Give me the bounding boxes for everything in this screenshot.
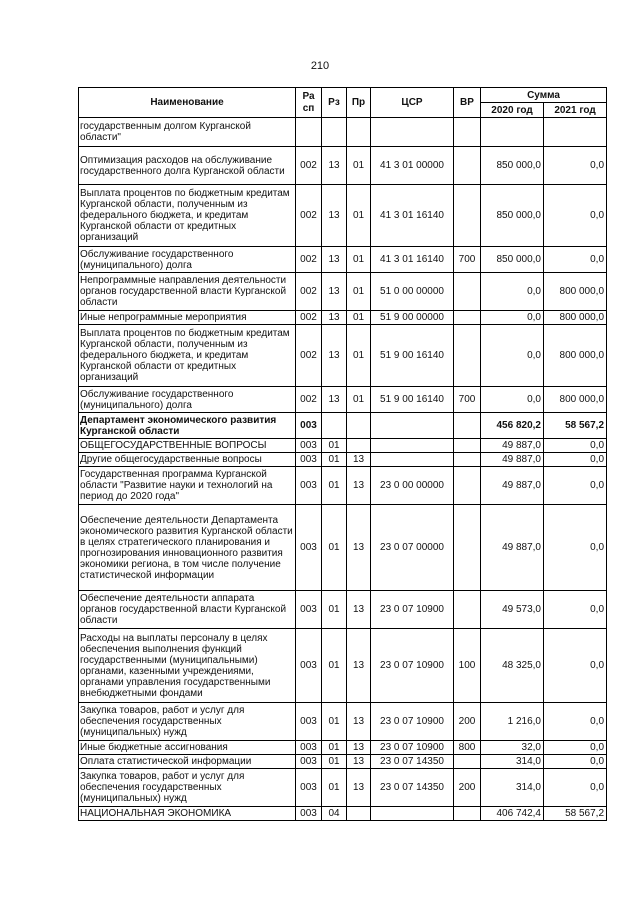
table-cell-pr	[347, 439, 371, 453]
table-cell-vr	[454, 147, 481, 185]
table-row	[79, 413, 607, 439]
table-cell-vr	[454, 325, 481, 387]
table-cell-rz: 13	[322, 325, 347, 387]
table-cell-2020: 0,0	[481, 387, 544, 413]
table-row	[79, 505, 607, 591]
table-cell-vr	[454, 185, 481, 247]
table-cell-name: ОБЩЕГОСУДАРСТВЕННЫЕ ВОПРОСЫ	[79, 439, 296, 453]
table-cell-pr	[347, 807, 371, 821]
table-cell-vr	[454, 118, 481, 147]
table-cell-vr	[454, 273, 481, 311]
table-cell-name: Обслуживание государственного (муниципального) долга	[79, 387, 296, 413]
table-cell-2021: 0,0	[544, 453, 607, 467]
table-cell-rz: 01	[322, 505, 347, 591]
table-row	[79, 467, 607, 505]
table-cell-name: Оптимизация расходов на обслуживание государственного долга Курганской области	[79, 147, 296, 185]
table-cell-rasp: 003	[296, 807, 322, 821]
table-cell-vr: 700	[454, 387, 481, 413]
table-cell-csr: 23 0 07 10900	[371, 703, 454, 741]
table-cell-pr: 13	[347, 741, 371, 755]
table-cell-pr: 01	[347, 273, 371, 311]
table-cell-2021: 0,0	[544, 247, 607, 273]
table-cell-name: Закупка товаров, работ и услуг для обеспечения государственных (муниципальных) нужд	[79, 703, 296, 741]
table-cell-2020: 48 325,0	[481, 629, 544, 703]
table-cell-2021: 0,0	[544, 741, 607, 755]
table-cell-csr: 23 0 07 10900	[371, 591, 454, 629]
table-cell-csr: 23 0 07 10900	[371, 629, 454, 703]
table-cell-rasp: 003	[296, 413, 322, 439]
table-cell-rasp: 003	[296, 467, 322, 505]
table-cell-csr	[371, 807, 454, 821]
table-cell-pr	[347, 118, 371, 147]
table-cell-name: Обеспечение деятельности аппарата органов государственной власти Курганской области	[79, 591, 296, 629]
table-cell-vr	[454, 505, 481, 591]
header-csr: ЦСР	[371, 88, 454, 118]
table-cell-rasp: 002	[296, 147, 322, 185]
table-cell-rz: 01	[322, 453, 347, 467]
page-number: 210	[310, 60, 330, 72]
table-cell-pr: 01	[347, 147, 371, 185]
table-row	[79, 325, 607, 387]
table-cell-2020: 32,0	[481, 741, 544, 755]
table-cell-pr: 13	[347, 703, 371, 741]
table-cell-rasp: 002	[296, 325, 322, 387]
table-row	[79, 118, 607, 147]
table-cell-vr	[454, 453, 481, 467]
table-cell-rz: 01	[322, 591, 347, 629]
table-cell-name: НАЦИОНАЛЬНАЯ ЭКОНОМИКА	[79, 807, 296, 821]
table-cell-rz: 13	[322, 185, 347, 247]
table-cell-2021: 0,0	[544, 439, 607, 453]
table-body	[79, 118, 607, 821]
table-cell-2021: 58 567,2	[544, 807, 607, 821]
table-cell-2020: 0,0	[481, 311, 544, 325]
table-row	[79, 185, 607, 247]
table-row	[79, 591, 607, 629]
table-cell-name: Другие общегосударственные вопросы	[79, 453, 296, 467]
table-cell-2021: 0,0	[544, 185, 607, 247]
header-name: Наименование	[79, 88, 296, 118]
table-cell-rz: 01	[322, 467, 347, 505]
table-cell-rasp	[296, 118, 322, 147]
table-cell-name: Обслуживание государственного (муниципального) долга	[79, 247, 296, 273]
table-cell-rasp: 002	[296, 387, 322, 413]
table-cell-rz: 13	[322, 147, 347, 185]
header-vr: ВР	[454, 88, 481, 118]
table-row	[79, 311, 607, 325]
table-cell-rasp: 003	[296, 703, 322, 741]
table-cell-name: Иные бюджетные ассигнования	[79, 741, 296, 755]
table-cell-2021: 0,0	[544, 147, 607, 185]
table-cell-rz: 13	[322, 247, 347, 273]
table-cell-2020: 850 000,0	[481, 147, 544, 185]
table-cell-rz	[322, 118, 347, 147]
table-cell-rasp: 003	[296, 755, 322, 769]
table-cell-rasp: 003	[296, 629, 322, 703]
table-cell-name: Выплата процентов по бюджетным кредитам Курганской области, полученным из федерального бюджета, и кредитам Курганской области от кредитных организаций	[79, 325, 296, 387]
table-row	[79, 807, 607, 821]
table-cell-csr: 51 9 00 00000	[371, 311, 454, 325]
table-cell-csr	[371, 439, 454, 453]
table-cell-2021: 0,0	[544, 769, 607, 807]
table-cell-2020: 49 573,0	[481, 591, 544, 629]
table-cell-pr: 01	[347, 325, 371, 387]
table-cell-name: Выплата процентов по бюджетным кредитам Курганской области, полученным из федерального бюджета, и кредитам Курганской области от кредитных организаций	[79, 185, 296, 247]
table-row	[79, 387, 607, 413]
table-cell-csr: 41 3 01 16140	[371, 247, 454, 273]
table-cell-2021: 0,0	[544, 629, 607, 703]
table-cell-2020	[481, 118, 544, 147]
table-cell-vr	[454, 467, 481, 505]
header-pr: Пр	[347, 88, 371, 118]
table-cell-rz: 01	[322, 741, 347, 755]
table-cell-2021: 0,0	[544, 755, 607, 769]
table-cell-pr: 13	[347, 453, 371, 467]
table-cell-csr: 51 9 00 16140	[371, 387, 454, 413]
table-cell-rasp: 003	[296, 769, 322, 807]
table-cell-2020: 314,0	[481, 755, 544, 769]
table-cell-vr	[454, 807, 481, 821]
table-cell-2020: 1 216,0	[481, 703, 544, 741]
table-cell-rasp: 003	[296, 505, 322, 591]
table-cell-rasp: 003	[296, 741, 322, 755]
table-cell-rz: 01	[322, 755, 347, 769]
table-cell-rz	[322, 413, 347, 439]
table-cell-csr	[371, 118, 454, 147]
table-cell-2020: 456 820,2	[481, 413, 544, 439]
table-cell-pr: 01	[347, 311, 371, 325]
table-row	[79, 247, 607, 273]
table-cell-2020: 49 887,0	[481, 467, 544, 505]
table-cell-rasp: 003	[296, 439, 322, 453]
table-cell-2020: 49 887,0	[481, 453, 544, 467]
budget-table	[78, 87, 607, 821]
table-cell-rz: 01	[322, 629, 347, 703]
table-cell-2020: 850 000,0	[481, 247, 544, 273]
table-cell-vr: 200	[454, 703, 481, 741]
table-row	[79, 769, 607, 807]
table-cell-2020: 49 887,0	[481, 439, 544, 453]
table-cell-vr	[454, 591, 481, 629]
table-cell-rz: 01	[322, 769, 347, 807]
table-cell-name: Расходы на выплаты персоналу в целях обеспечения выполнения функций государственными (муниципальными) органами, казенными учреждениями, органами управления государственными внебюджетными фондами	[79, 629, 296, 703]
table-cell-2021	[544, 118, 607, 147]
table-cell-2021: 800 000,0	[544, 387, 607, 413]
table-row	[79, 755, 607, 769]
table-cell-csr: 23 0 07 14350	[371, 769, 454, 807]
table-cell-rasp: 003	[296, 453, 322, 467]
table-cell-csr: 23 0 00 00000	[371, 467, 454, 505]
table-cell-rz: 04	[322, 807, 347, 821]
table-cell-2021: 800 000,0	[544, 273, 607, 311]
table-cell-2020: 0,0	[481, 273, 544, 311]
table-cell-csr: 23 0 07 10900	[371, 741, 454, 755]
table-cell-rasp: 002	[296, 311, 322, 325]
table-cell-vr: 200	[454, 769, 481, 807]
header-2020: 2020 год	[481, 103, 544, 118]
table-cell-name: Закупка товаров, работ и услуг для обеспечения государственных (муниципальных) нужд	[79, 769, 296, 807]
table-row	[79, 147, 607, 185]
table-cell-pr: 13	[347, 505, 371, 591]
table-cell-2020: 850 000,0	[481, 185, 544, 247]
table-cell-2020: 49 887,0	[481, 505, 544, 591]
table-cell-rz: 13	[322, 311, 347, 325]
header-2021: 2021 год	[544, 103, 607, 118]
table-cell-rasp: 003	[296, 591, 322, 629]
table-cell-2020: 0,0	[481, 325, 544, 387]
table-cell-name: Обеспечение деятельности Департамента экономического развития Курганской области в целях стратегического планирования и прогнозирования инновационного развития экономики региона, в том числе получение статистической информации	[79, 505, 296, 591]
table-cell-vr	[454, 439, 481, 453]
table-cell-pr: 13	[347, 467, 371, 505]
header-rz: Рз	[322, 88, 347, 118]
table-cell-2020: 406 742,4	[481, 807, 544, 821]
table-cell-csr: 41 3 01 00000	[371, 147, 454, 185]
table-cell-name: Иные непрограммные мероприятия	[79, 311, 296, 325]
table-row	[79, 629, 607, 703]
table-cell-name: государственным долгом Курганской области"	[79, 118, 296, 147]
table-cell-csr: 23 0 07 00000	[371, 505, 454, 591]
table-cell-2021: 0,0	[544, 591, 607, 629]
table-cell-name: Оплата статистической информации	[79, 755, 296, 769]
table-cell-vr: 100	[454, 629, 481, 703]
table-cell-rasp: 002	[296, 273, 322, 311]
table-cell-vr: 800	[454, 741, 481, 755]
table-cell-2021: 58 567,2	[544, 413, 607, 439]
table-cell-vr	[454, 755, 481, 769]
header-summa: Сумма	[481, 88, 607, 103]
table-cell-rasp: 002	[296, 185, 322, 247]
table-cell-rz: 13	[322, 387, 347, 413]
table-cell-pr	[347, 413, 371, 439]
table-cell-pr: 01	[347, 185, 371, 247]
table-cell-pr: 01	[347, 387, 371, 413]
table-cell-vr: 700	[454, 247, 481, 273]
table-cell-2021: 0,0	[544, 505, 607, 591]
table-cell-csr: 41 3 01 16140	[371, 185, 454, 247]
table-cell-name: Непрограммные направления деятельности органов государственной власти Курганской области	[79, 273, 296, 311]
table-row	[79, 273, 607, 311]
table-cell-vr	[454, 311, 481, 325]
table-cell-2021: 800 000,0	[544, 311, 607, 325]
table-cell-csr	[371, 413, 454, 439]
table-cell-pr: 13	[347, 755, 371, 769]
table-row	[79, 703, 607, 741]
table-cell-vr	[454, 413, 481, 439]
table-cell-pr: 01	[347, 247, 371, 273]
table-cell-pr: 13	[347, 769, 371, 807]
table-cell-csr: 51 0 00 00000	[371, 273, 454, 311]
table-cell-pr: 13	[347, 591, 371, 629]
table-cell-2021: 800 000,0	[544, 325, 607, 387]
table-cell-name: Государственная программа Курганской области "Развитие науки и технологий на период до 2020 года"	[79, 467, 296, 505]
table-row	[79, 741, 607, 755]
table-cell-rasp: 002	[296, 247, 322, 273]
table-cell-2021: 0,0	[544, 467, 607, 505]
table-cell-rz: 01	[322, 439, 347, 453]
table-cell-2020: 314,0	[481, 769, 544, 807]
table-cell-csr: 51 9 00 16140	[371, 325, 454, 387]
header-rasp: Ра сп	[296, 88, 322, 118]
table-cell-csr	[371, 453, 454, 467]
table-row	[79, 439, 607, 453]
table-cell-2021: 0,0	[544, 703, 607, 741]
table-cell-csr: 23 0 07 14350	[371, 755, 454, 769]
table-cell-rz: 01	[322, 703, 347, 741]
table-cell-rz: 13	[322, 273, 347, 311]
table-row	[79, 453, 607, 467]
table-cell-pr: 13	[347, 629, 371, 703]
table-cell-name: Департамент экономического развития Курганской области	[79, 413, 296, 439]
